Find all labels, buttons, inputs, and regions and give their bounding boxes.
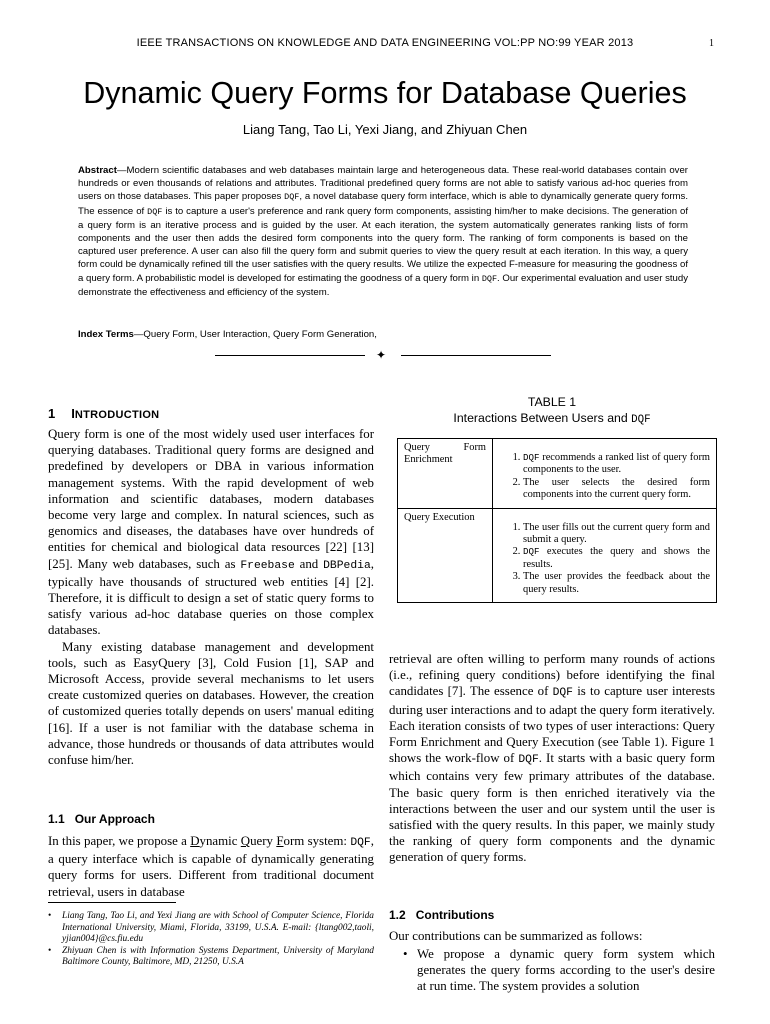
list-item (523, 546, 710, 571)
text: Interactions Between Users and (453, 410, 632, 425)
page-number: 1 (709, 38, 714, 49)
subsection-heading-our-approach (48, 812, 155, 826)
subsection-number: 1.2 (389, 908, 406, 922)
table-row (398, 439, 717, 509)
table-caption (389, 395, 715, 428)
dqf-code: DQF (350, 837, 371, 849)
dbpedia-code: DBPedia (323, 559, 371, 572)
dqf-code: DQF (481, 273, 498, 284)
dqf-code: DQF (147, 206, 163, 217)
subsection-title: Our Approach (74, 812, 155, 826)
interaction-table (397, 438, 717, 603)
subsection-number: 1.1 (48, 812, 65, 826)
section-heading-introduction (48, 406, 159, 421)
text: is to capture user interests during user interactions and to adapt the query form iteratively. Each iteration consists of two types of user interactions: Query Form Enrichment and Query Execution (see Table 1). Figure 1 shows the work-flow of (389, 684, 715, 766)
paragraph (389, 651, 715, 866)
table-cell-category (398, 508, 493, 602)
contributions-intro (389, 928, 715, 944)
category-text: Query Form Enrichment (404, 442, 486, 466)
footnotes (48, 911, 374, 969)
footnote-rule (48, 902, 176, 903)
dqf-code: DQF (552, 687, 573, 700)
text: We propose a dynamic query form system which generates the query forms according to the user's desire at run time. The system provides a solution (417, 947, 715, 994)
text: orm system: (283, 834, 351, 848)
list-item (523, 522, 710, 547)
text: In this paper, we propose a (48, 834, 191, 848)
footnote (48, 911, 374, 946)
text: ynamic (199, 834, 241, 848)
section-number: 1 (48, 406, 56, 421)
paragraph (48, 426, 374, 639)
section-title-initial: I (71, 406, 75, 421)
underlined-letter: D (190, 834, 200, 848)
separator-line-right (401, 355, 551, 356)
text: uery (250, 834, 277, 848)
our-approach-text (48, 833, 374, 900)
text: executes the query and shows the results. (523, 546, 710, 570)
abstract-text: —Modern scientific databases and web databases maintain large and heterogeneous data. These real-world databases contain over hundreds or even thousands of relations and attributes. Traditional predefined query forms are not able to satisfy various ad-hoc queries from users on those databases. This paper proposes (78, 165, 688, 203)
table-cell-items (493, 439, 717, 509)
bullet-icon: • (48, 911, 52, 921)
category-text: Query Execution (404, 511, 475, 523)
bullet-icon: • (403, 947, 408, 961)
text: The user fills out the current query form and submit a query. (523, 521, 710, 546)
table-label: TABLE 1 (527, 395, 577, 409)
section-separator (215, 350, 551, 362)
bullet-icon: • (48, 945, 52, 956)
table-row (398, 508, 717, 602)
table-title (389, 411, 715, 429)
table-cell-category (398, 439, 493, 509)
underlined-letter: F (276, 834, 284, 848)
abstract-label: Abstract (78, 165, 117, 176)
author-list: Liang Tang, Tao Li, Yexi Jiang, and Zhiyuan Chen (242, 122, 528, 137)
subsection-heading-contributions (389, 908, 494, 922)
introduction-text (48, 426, 374, 768)
text: , a query interface which is capable of dynamically generating query forms for users. Different from traditional document retrieval, users in database (48, 834, 374, 899)
diamond-icon: ✦ (376, 348, 387, 362)
abstract (78, 164, 688, 299)
list-item (523, 571, 710, 596)
dqf-code: DQF (518, 754, 539, 767)
subsection-title: Contributions (415, 908, 495, 922)
list-item (389, 946, 715, 995)
dqf-code: DQF (523, 452, 540, 463)
dqf-code: DQF (523, 546, 540, 558)
abstract-text: . Our experimental evaluation and user study demonstrate the effectiveness and efficiency of the system. (78, 272, 688, 298)
contributions-list (389, 946, 715, 995)
text: recommends a ranked list of query form components to the user. (523, 452, 710, 476)
right-column-text (389, 651, 715, 866)
section-title-rest: NTRODUCTION (74, 409, 160, 421)
paragraph: Our contributions can be summarized as follows: (389, 929, 643, 943)
index-terms-label: Index Terms (78, 329, 134, 340)
text: The user provides the feedback about the query results. (523, 571, 710, 595)
dqf-code: DQF (284, 192, 300, 203)
table-cell-items (493, 508, 717, 602)
list-item (523, 477, 710, 502)
index-terms-text: —Query Form, User Interaction, Query Form Generation, (133, 329, 377, 340)
text: Query form is one of the most widely used user interfaces for querying databases. Traditional query forms are designed and predefined by developers or DBA in various information management systems. With the rapid development of web information and scientific databases, modern databases become very large and complex. In natural sciences, such as genomics and diseases, the databases have over hundreds of entities for chemical and biological data resources [22] [13] [25]. Many web databases, such as (48, 427, 374, 571)
underlined-letter: Q (240, 834, 251, 848)
index-terms (78, 329, 688, 340)
abstract-text: is to capture a user's preference and rank query form components, assisting him/her to make decisions. The generation of a query form is an iterative process and is guided by the user. At each iteration, the system automatically generates ranking lists of form components and the user then adds the desired form components into the query form. The ranking of form components is based on the captured user preference. A user can also fill the query form and submit queries to view the query result at each iteration. In this way, a query form could be dynamically refined till the user satisfies with the query results. We utilize the expected F-measure for measuring the goodness of a query form. A probabilistic model is developed for estimating the goodness of a query form in (78, 205, 688, 284)
footnote-text: Zhiyuan Chen is with Information Systems Department, University of Maryland Baltimore County, Baltimore, MD, 21250, U.S.A (62, 945, 374, 968)
text: . It starts with a basic query form which contains very few primary attributes of the database. The basic query form is then enriched iteratively via the interactions between the user and our system until the user is satisfied with the query results. In this paper, we mainly study the ranking of query form components and the dynamic generation of query forms. (389, 751, 715, 865)
list-item (523, 452, 710, 477)
running-header: IEEE TRANSACTIONS ON KNOWLEDGE AND DATA ENGINEERING VOL:PP NO:99 YEAR 2013 (136, 37, 634, 49)
paper-title: Dynamic Query Forms for Database Queries (83, 76, 687, 110)
abstract-text: , a novel database query form interface, which is able to dynamically generate query forms. The essence of (78, 191, 688, 217)
footnote (48, 946, 374, 969)
text: The user selects the desired form components into the current query form. (523, 476, 710, 501)
text: retrieval are often willing to perform many rounds of actions (i.e., refining query conditions) before identifying the final candidates [7]. The essence of (389, 652, 715, 699)
separator-line-left (215, 355, 365, 356)
text: and (294, 556, 324, 571)
text: , typically have thousands of structured web entities [4] [2]. Therefore, it is difficult to design a set of static query forms to satisfy various ad-hoc database queries on those complex databases. (48, 556, 374, 638)
paragraph: Many existing database management and development tools, such as EasyQuery [3], Cold Fusion [1], SAP and Microsoft Access, provide several mechanisms to let users create customized queries on databases. However, the creation of customized queries totally depends on users' manual editing [16]. If a user is not familiar with the database schema in advance, those hundreds or thousands of data attributes would confuse him/her. (48, 639, 374, 768)
dqf-code: DQF (631, 413, 651, 426)
paragraph (48, 833, 374, 900)
freebase-code: Freebase (240, 559, 295, 572)
footnote-text: Liang Tang, Tao Li, and Yexi Jiang are with School of Computer Science, Florida International University, Miami, Florida, 33199, U.S.A. E-mail: {ltang002,taoli, yjian004}@cs.fiu.edu (62, 911, 374, 945)
